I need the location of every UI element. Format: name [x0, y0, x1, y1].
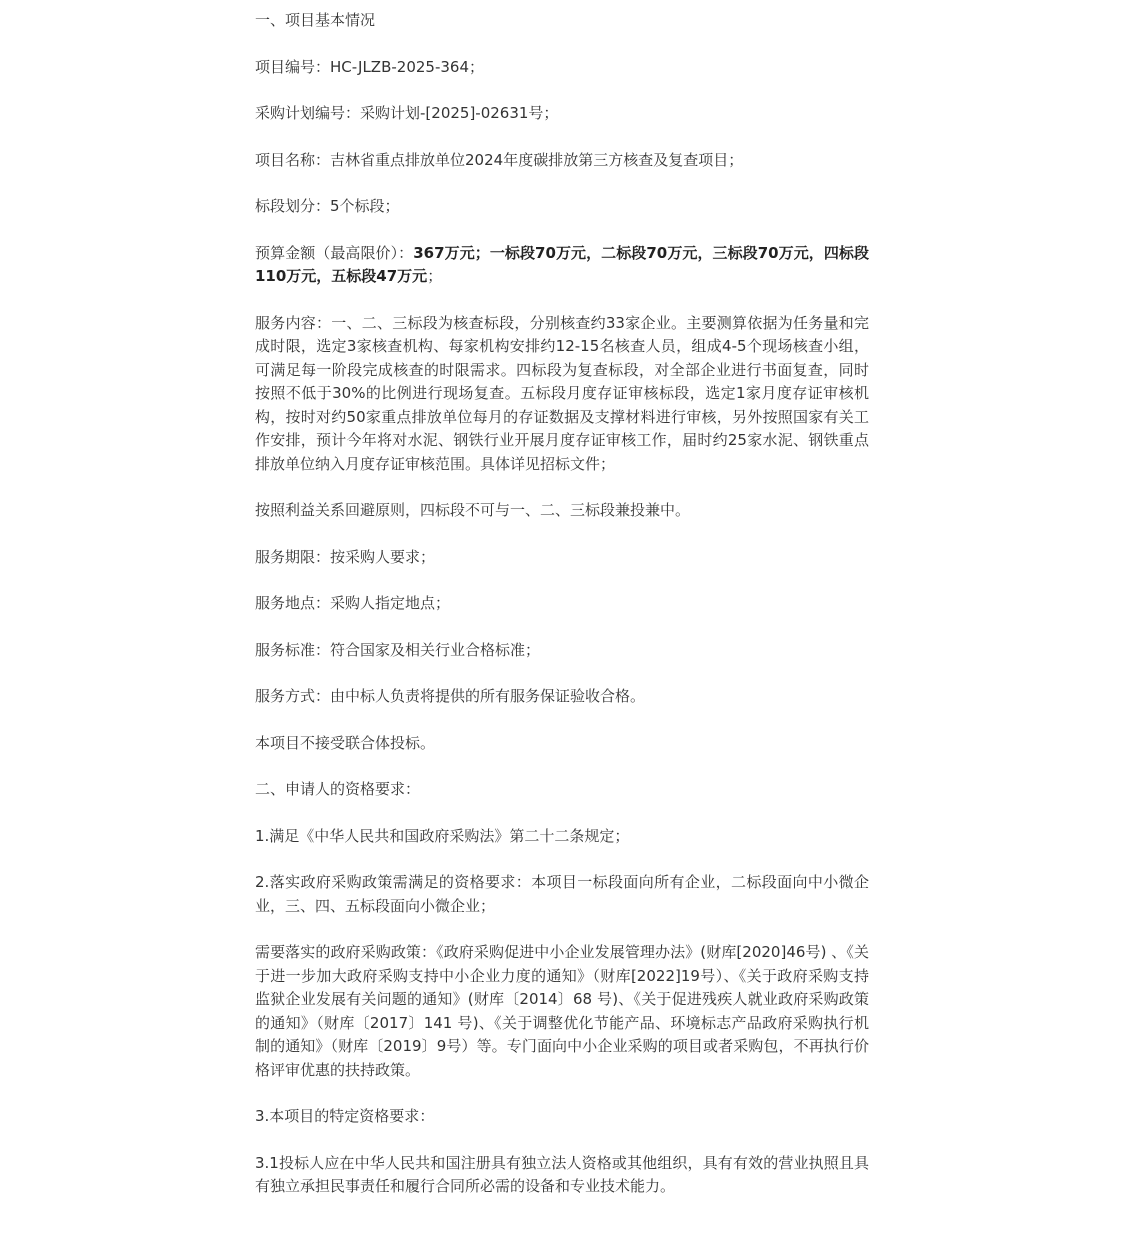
service-content-label: 服务内容：	[255, 313, 332, 332]
section-heading-qualifications: 二、申请人的资格要求：	[255, 780, 421, 798]
conflict-of-interest-rule: 按照利益关系回避原则，四标段不可与一、二、三标段兼投兼中。	[255, 501, 691, 519]
budget-tail: ；	[427, 267, 443, 285]
budget-amount	[255, 242, 869, 289]
service-content	[255, 312, 869, 477]
budget-value: 367万元；一标段70万元，二标段70万元，三标段70万元，四标段110万元，五标段47万元	[255, 243, 869, 285]
procurement-policies: 需要落实的政府采购政策：《政府采购促进中小企业发展管理办法》(财库[2020]46号) 、《关于进一步加大政府采购支持中小企业力度的通知》（财库[2022]19号）、《关于政府采购支持监狱企业发展有关问题的通知》(财库〔2014〕68 号)、《关于促进残疾人就业政府采购政策的通知》（财库〔2017〕141 号)、《关于调整优化节能产品、环境标志产品政府采购执行机制的通知》（财库〔2019〕9号）等。专门面向中小企业采购的项目或者采购包，不再执行价格评审优惠的扶持政策。	[255, 943, 869, 1079]
requirement-1: 1.满足《中华人民共和国政府采购法》第二十二条规定；	[255, 826, 630, 845]
project-name	[255, 149, 869, 173]
service-period-label: 服务期限：	[255, 547, 331, 566]
service-location-value: 采购人指定地点；	[330, 594, 451, 612]
plan-number-label: 采购计划编号：	[255, 104, 361, 122]
service-location-label: 服务地点：	[255, 594, 331, 612]
service-period-value: 按采购人要求；	[330, 547, 436, 566]
project-name-value: 吉林省重点排放单位2024年度碳排放第三方核查及复查项目；	[330, 150, 744, 169]
project-name-label: 项目名称：	[255, 150, 331, 169]
announcement-article	[255, 9, 869, 1222]
service-standard-value: 符合国家及相关行业合格标准；	[330, 640, 541, 659]
service-method-label: 服务方式：	[255, 687, 331, 705]
plan-number-value: 采购计划-[2025]-02631号；	[360, 104, 559, 122]
service-method-value: 由中标人负责将提供的所有服务保证验收合格。	[330, 687, 646, 705]
project-number-label: 项目编号：	[255, 57, 331, 76]
requirement-2: 2.落实政府采购政策需满足的资格要求：本项目一标段面向所有企业，二标段面向中小微企业，三、四、五标段面向小微企业；	[255, 873, 869, 915]
lots-value: 5个标段；	[330, 197, 400, 215]
project-number-value: HC-JLZB-2025-364；	[330, 57, 484, 76]
service-standard	[255, 639, 869, 663]
service-location	[255, 592, 869, 616]
service-period	[255, 546, 869, 570]
project-number	[255, 56, 869, 80]
service-method	[255, 685, 869, 709]
procurement-plan-number	[255, 102, 869, 126]
requirement-3-heading: 3.本项目的特定资格要求：	[255, 1107, 435, 1125]
lots-label: 标段划分：	[255, 197, 331, 215]
consortium-note: 本项目不接受联合体投标。	[255, 733, 436, 752]
section-heading-basic-info: 一、项目基本情况	[255, 11, 376, 29]
lot-division	[255, 195, 869, 219]
requirement-3-1: 3.1投标人应在中华人民共和国注册具有独立法人资格或其他组织，具有有效的营业执照且具有独立承担民事责任和履行合同所必需的设备和专业技术能力。	[255, 1153, 869, 1195]
service-standard-label: 服务标准：	[255, 640, 331, 659]
service-content-value: 一、二、三标段为核查标段，分别核查约33家企业。主要测算依据为任务量和完成时限，选定3家核查机构、每家机构安排约12-15名核查人员，组成4-5个现场核查小组，可满足每一阶段完成核查的时限需求。四标段为复查标段，对全部企业进行书面复查，同时按照不低于30%的比例进行现场复查。五标段月度存证审核标段，选定1家月度存证审核机构，按时对约50家重点排放单位每月的存证数据及支撑材料进行审核，另外按照国家有关工作安排，预计今年将对水泥、钢铁行业开展月度存证审核工作，届时约25家水泥、钢铁重点排放单位纳入月度存证审核范围。具体详见招标文件；	[255, 313, 869, 473]
budget-label: 预算金额（最高限价）：	[255, 243, 414, 262]
